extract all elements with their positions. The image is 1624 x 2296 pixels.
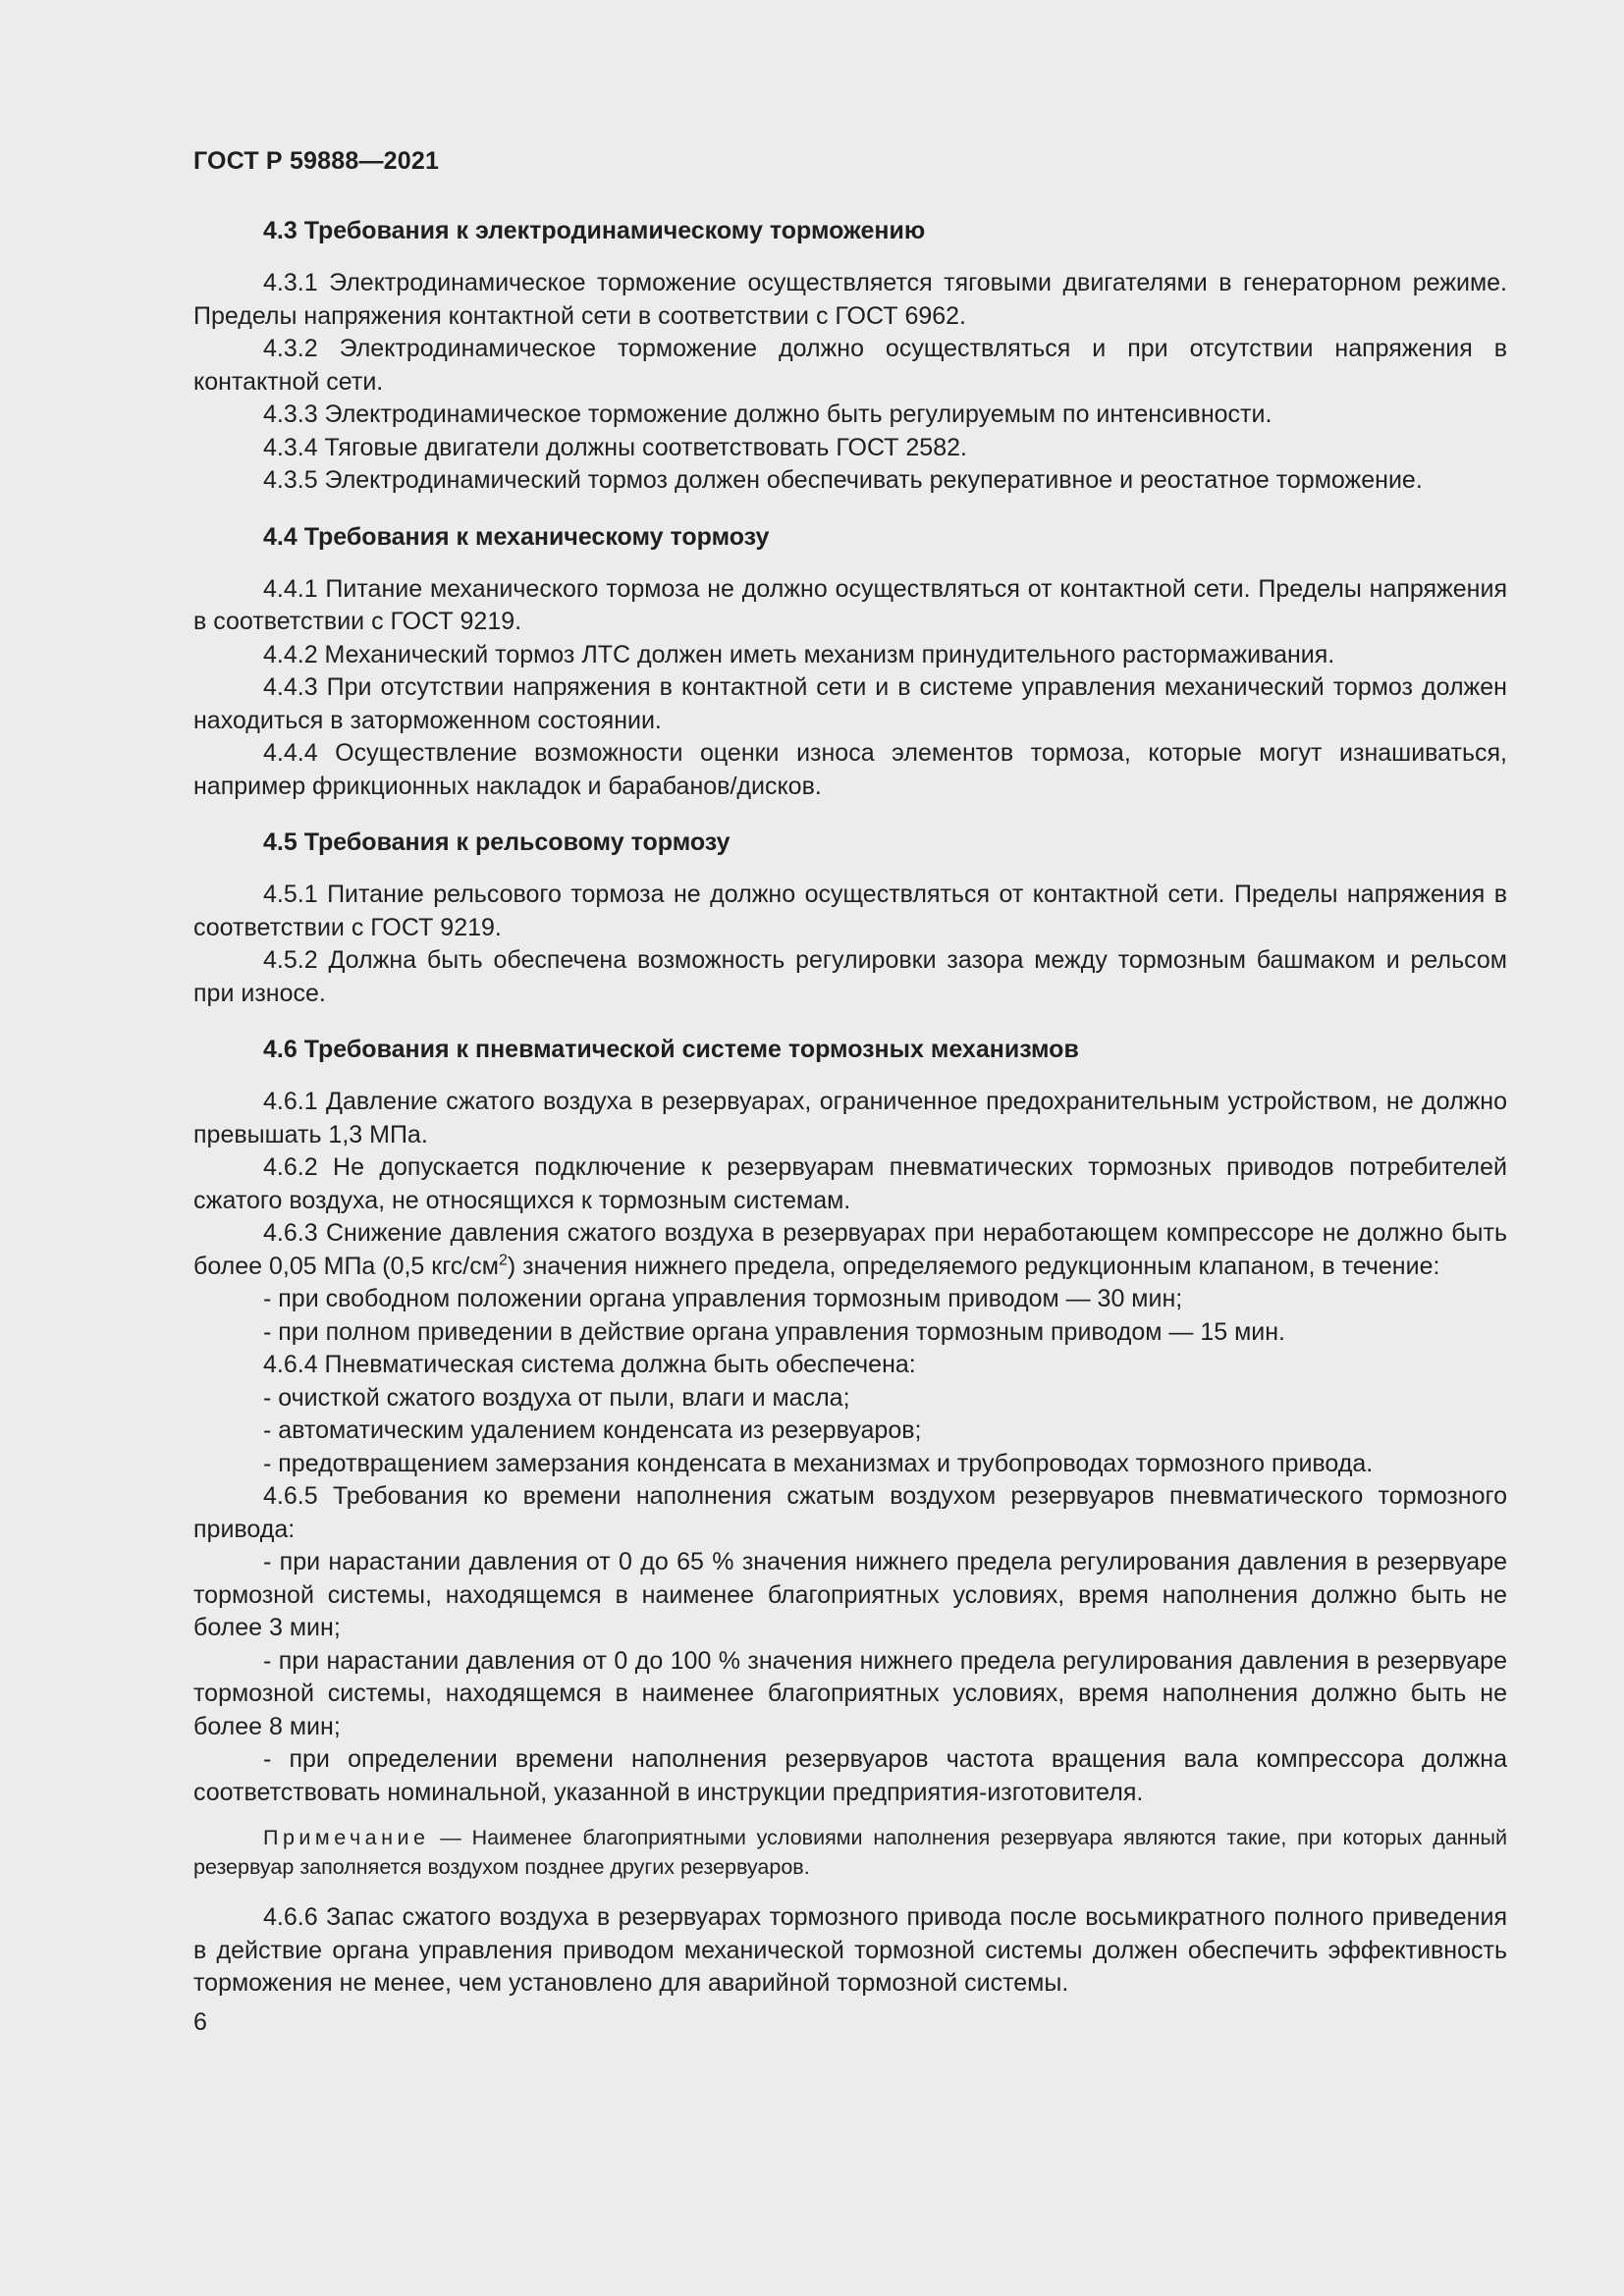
document-header: ГОСТ Р 59888—2021 [193,147,440,175]
document-page [193,147,1507,2037]
paragraph-4-4-3: 4.4.3 При отсутствии напряжения в контактной сети и в системе управления механический тормоз должен находиться в заторможенном состоянии. [193,673,1507,734]
paragraph-4-6-5: 4.6.5 Требования ко времени наполнения сжатым воздухом резервуаров пневматического тормозного привода: [193,1482,1507,1543]
list-item-4-6-4-a: - очисткой сжатого воздуха от пыли, влаги и масла; [263,1383,850,1412]
paragraph-4-3-3: 4.3.3 Электродинамическое торможение должно быть регулируемым по интенсивности. [263,400,1272,428]
list-item-4-6-4-b: - автоматическим удалением конденсата из резервуаров; [263,1416,922,1444]
paragraph-4-3-5: 4.3.5 Электродинамический тормоз должен обеспечивать рекуперативное и реостатное торможение. [263,466,1423,494]
list-item-4-6-4-c: - предотвращением замерзания конденсата в механизмах и трубопроводах тормозного привода. [263,1449,1374,1477]
list-item-4-6-3-b: - при полном приведении в действие органа управления тормозным приводом — 15 мин. [263,1317,1285,1346]
paragraph-4-3-4: 4.3.4 Тяговые двигатели должны соответствовать ГОСТ 2582. [263,433,967,461]
paragraph-4-6-1: 4.6.1 Давление сжатого воздуха в резервуарах, ограниченное предохранительным устройством, не должно превышать 1,3 МПа. [193,1088,1507,1148]
paragraph-4-4-4: 4.4.4 Осуществление возможности оценки износа элементов тормоза, которые могут изнашиваться, например фрикционных накладок и барабанов/дисков. [193,739,1507,800]
note-label: Примечание [263,1826,430,1849]
superscript-2: 2 [498,1252,508,1269]
paragraph-4-5-2: 4.5.2 Должна быть обеспечена возможность регулировки зазора между тормозным башмаком и рельсом при износе. [193,946,1507,1007]
list-item-4-6-5-b: - при нарастании давления от 0 до 100 % значения нижнего предела регулирования давления в резервуаре тормозной системы, находящемся в наименее благоприятных условиях, время наполнения должно быть не более 8 мин; [193,1646,1507,1740]
list-item-4-6-5-c: - при определении времени наполнения резервуаров частота вращения вала компрессора должна соответствовать номинальной, указанной в инструкции предприятия-изготовителя. [193,1745,1507,1806]
section-heading-4-5: 4.5 Требования к рельсовому тормозу [263,828,731,856]
paragraph-4-6-6: 4.6.6 Запас сжатого воздуха в резервуарах тормозного привода после восьмикратного полного приведения в действие органа управления приводом механической тормозной системы должен обеспечить эффективность торможения не менее, чем установлено для аварийной тормозной системы. [193,1903,1507,1997]
note-text: — Наименее благоприятными условиями наполнения резервуара являются такие, при которых данный резервуар заполняется воздухом позднее других резервуаров. [193,1826,1507,1879]
paragraph-4-6-2: 4.6.2 Не допускается подключение к резервуарам пневматических тормозных приводов потребителей сжатого воздуха, не относящихся к тормозным системам. [193,1153,1507,1214]
paragraph-4-6-3 [193,1217,1507,1283]
paragraph-4-6-3-end: ) значения нижнего предела, определяемого редукционным клапаном, в течение: [507,1252,1440,1280]
paragraph-4-3-1: 4.3.1 Электродинамическое торможение осуществляется тяговыми двигателями в генераторном режиме. Пределы напряжения контактной сети в соответствии с ГОСТ 6962. [193,269,1507,330]
paragraph-4-4-1: 4.4.1 Питание механического тормоза не должно осуществляться от контактной сети. Пределы напряжения в соответствии с ГОСТ 9219. [193,574,1507,635]
paragraph-4-4-2: 4.4.2 Механический тормоз ЛТС должен иметь механизм принудительного растормаживания. [263,640,1335,668]
section-heading-4-6: 4.6 Требования к пневматической системе тормозных механизмов [263,1036,1079,1063]
paragraph-4-6-3-start: 4.6.3 Снижение давления сжатого воздуха в резервуарах при неработающем компрессоре не должно быть более 0,05 МПа (0,5 кгс/см [193,1219,1507,1280]
paragraph-4-6-4: 4.6.4 Пневматическая система должна быть обеспечена: [263,1351,916,1378]
note [193,1823,1507,1882]
list-item-4-6-5-a: - при нарастании давления от 0 до 65 % значения нижнего предела регулирования давления в резервуаре тормозной системы, находящемся в наименее благоприятных условиях, время наполнения должно быть не более 3 мин; [193,1548,1507,1641]
list-item-4-6-3-a: - при свободном положении органа управления тормозным приводом — 30 мин; [263,1285,1183,1312]
section-heading-4-3: 4.3 Требования к электродинамическому торможению [263,217,926,244]
section-heading-4-4: 4.4 Требования к механическому тормозу [263,522,770,551]
paragraph-4-5-1: 4.5.1 Питание рельсового тормоза не должно осуществляться от контактной сети. Пределы напряжения в соответствии с ГОСТ 9219. [193,881,1507,941]
page-number: 6 [193,2007,207,2036]
paragraph-4-3-2: 4.3.2 Электродинамическое торможение должно осуществляться и при отсутствии напряжения в контактной сети. [193,335,1507,396]
